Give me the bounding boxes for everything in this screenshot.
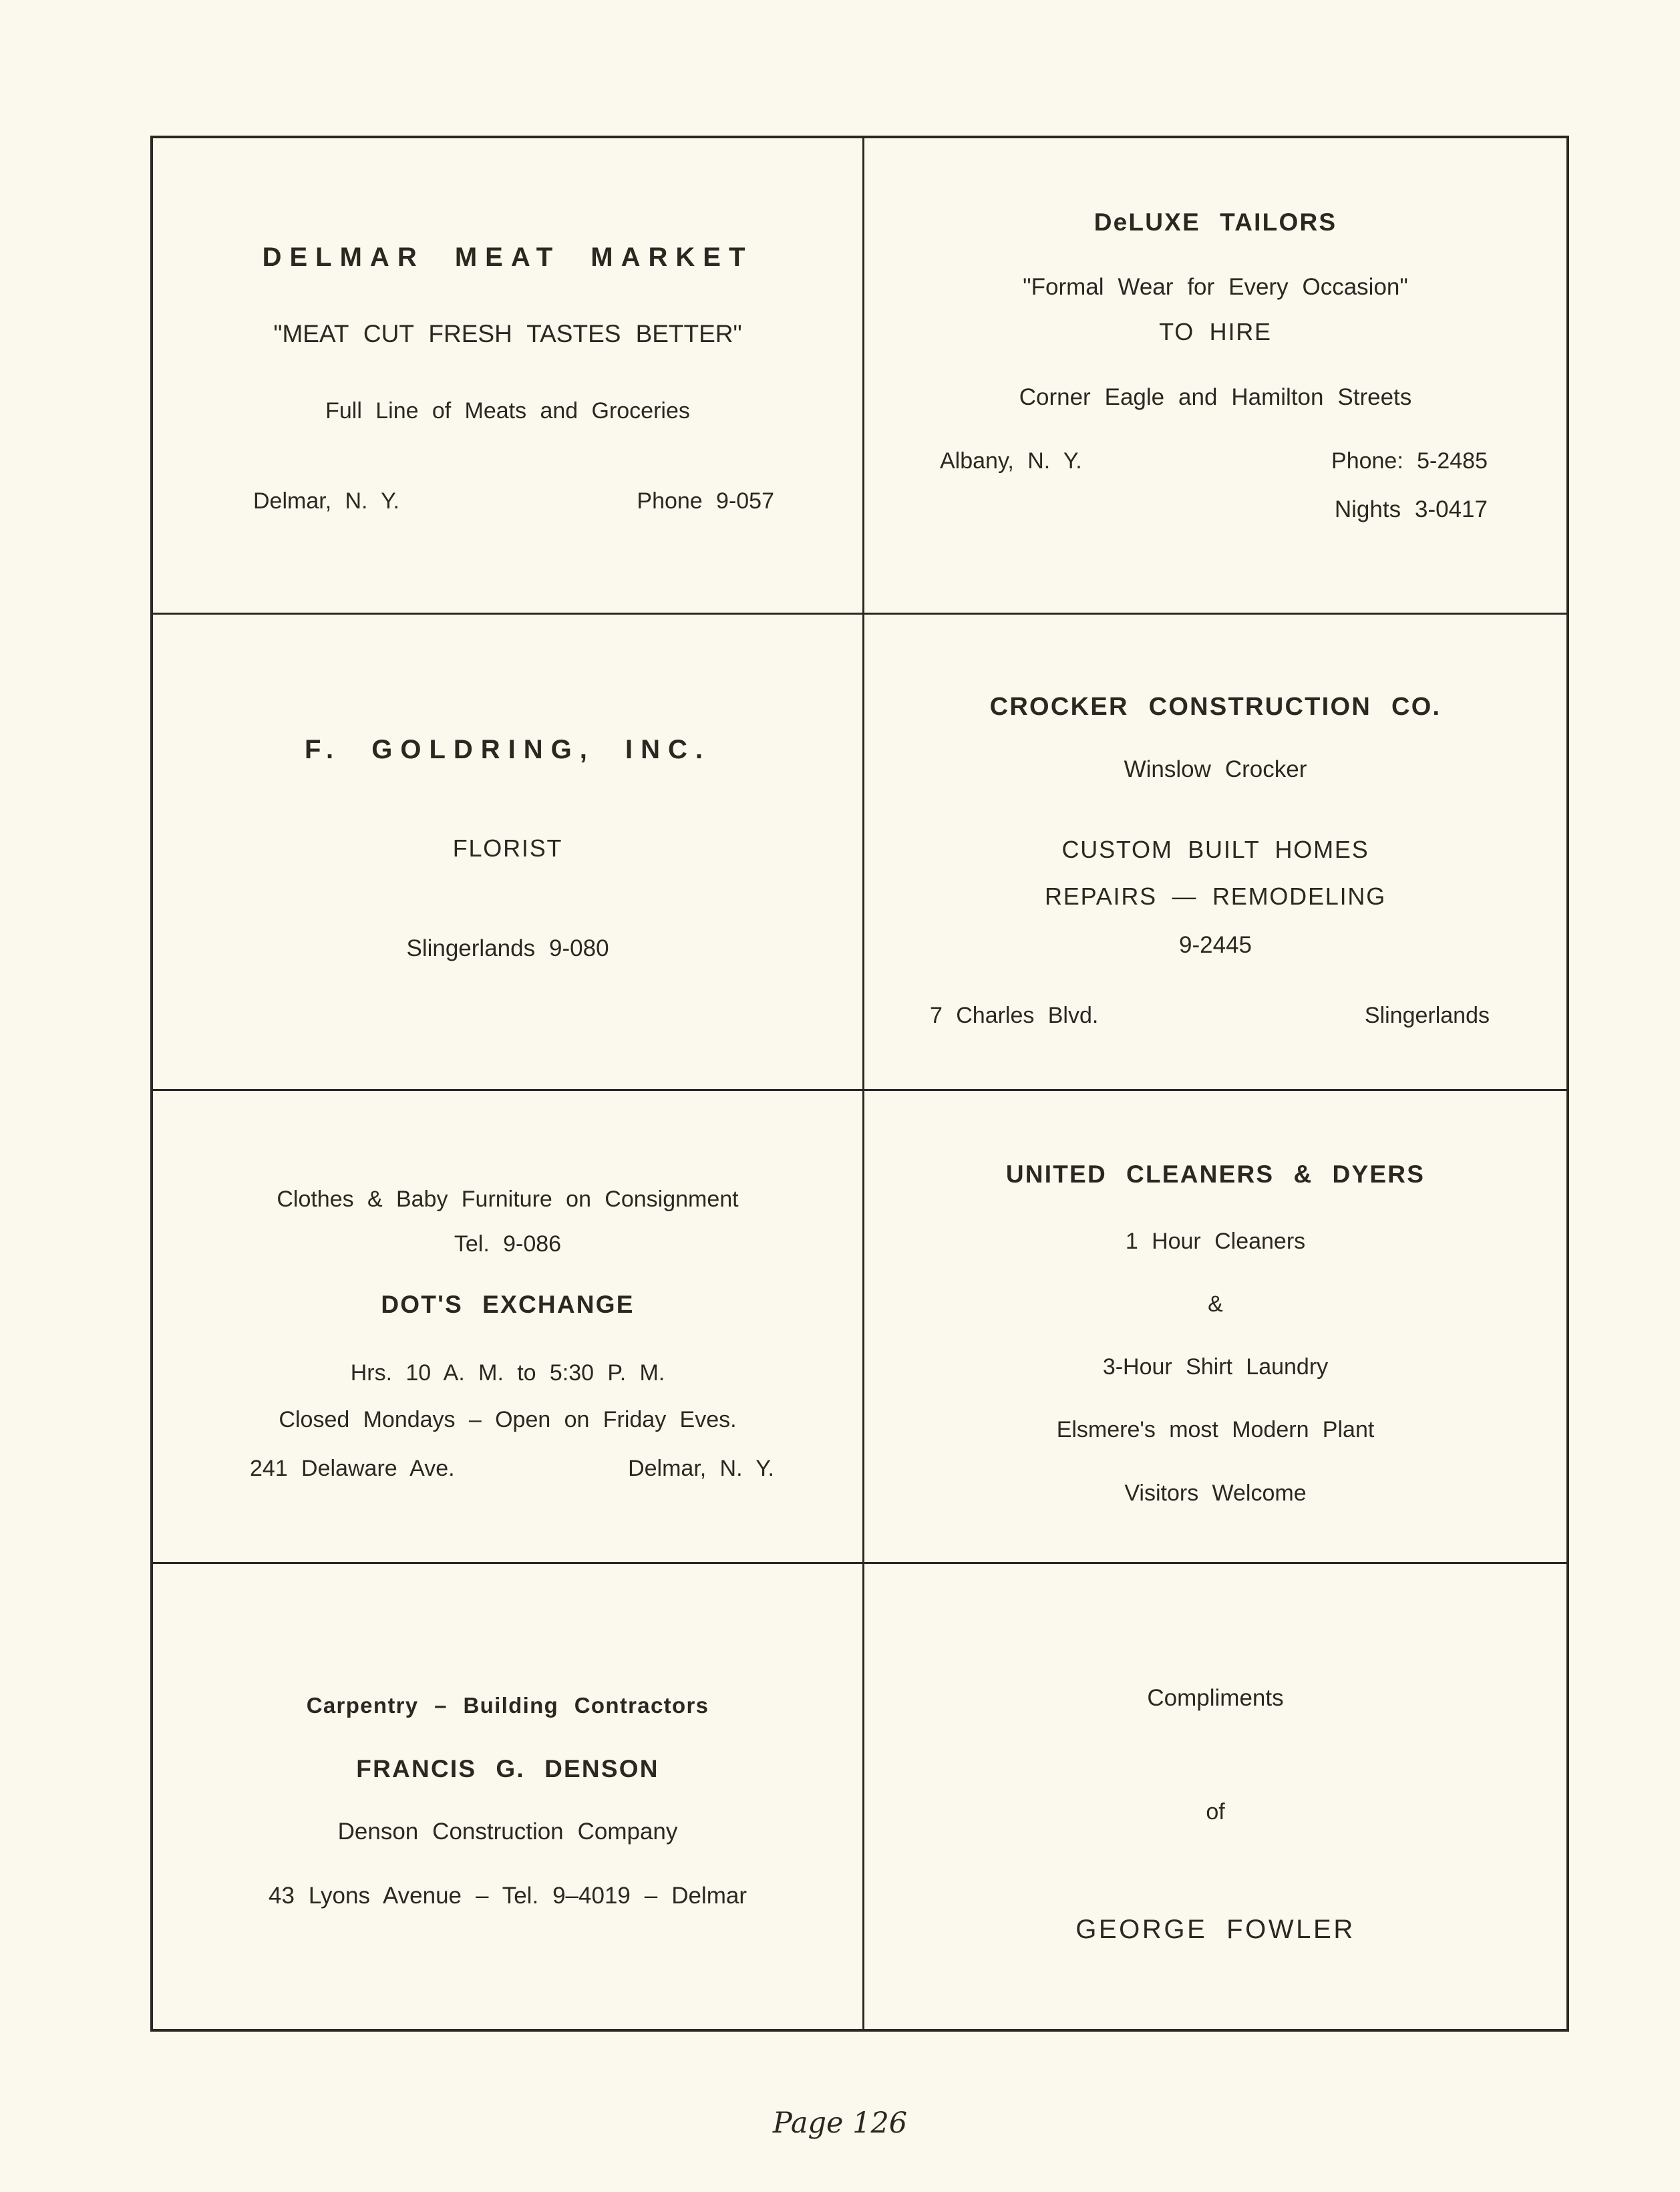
ad-george-fowler [864, 138, 1566, 2029]
ad-tel: Tel. 9-086 [454, 1231, 562, 1257]
ad-tagline: "Formal Wear for Every Occasion" [1023, 274, 1408, 300]
ad-of: of [1206, 1799, 1225, 1825]
ad-subtitle: FLORIST [452, 834, 563, 862]
ad-service-line: REPAIRS — REMODELING [1044, 883, 1386, 910]
ad-address: 241 Delaware Ave. [250, 1456, 455, 1481]
ad-schedule: Closed Mondays – Open on Friday Eves. [279, 1407, 737, 1432]
ad-line: Visitors Welcome [1124, 1480, 1307, 1506]
ad-address: 7 Charles Blvd. [930, 1003, 1099, 1028]
ad-city: Delmar, N. Y. [628, 1456, 774, 1481]
ad-title: F. GOLDRING, INC. [305, 735, 711, 764]
ad-title: DeLUXE TAILORS [1094, 208, 1337, 236]
ad-owner: Winslow Crocker [1124, 756, 1307, 782]
ad-title: CROCKER CONSTRUCTION CO. [989, 693, 1442, 721]
ad-trade-line: Carpentry – Building Contractors [306, 1693, 709, 1718]
ad-phone: Slingerlands 9-080 [406, 935, 609, 961]
ad-address: Corner Eagle and Hamilton Streets [1019, 384, 1412, 410]
ad-phone: 9-2445 [1179, 932, 1252, 958]
ad-denson-construction [153, 138, 862, 2029]
ad-sponsor-name: GEORGE FOWLER [1075, 1915, 1355, 1944]
ad-hours: Hrs. 10 A. M. to 5:30 P. M. [350, 1360, 665, 1386]
ad-line: Elsmere's most Modern Plant [1056, 1417, 1375, 1442]
ad-city: Delmar, N. Y. [253, 488, 399, 514]
ad-phone: Phone 9-057 [637, 488, 774, 514]
ad-line: Clothes & Baby Furniture on Consignment [277, 1187, 739, 1212]
ad-compliments: Compliments [1147, 1685, 1284, 1711]
ad-phone: Phone: 5-2485 [1331, 448, 1488, 474]
ad-title: UNITED CLEANERS & DYERS [1005, 1160, 1425, 1188]
page-number: Page 126 [772, 2106, 908, 2140]
ad-city: Slingerlands [1364, 1003, 1490, 1028]
ad-service-line: CUSTOM BUILT HOMES [1061, 836, 1369, 863]
ad-line: 3-Hour Shirt Laundry [1102, 1354, 1329, 1380]
ad-line: 1 Hour Cleaners [1125, 1229, 1306, 1254]
ad-ampersand: & [1208, 1291, 1223, 1317]
ad-tagline: "MEAT CUT FRESH TASTES BETTER" [273, 320, 742, 347]
ad-hire-line: TO HIRE [1159, 318, 1272, 345]
ad-grid [150, 136, 1569, 2032]
ad-address: 43 Lyons Avenue – Tel. 9–4019 – Delmar [269, 1883, 747, 1909]
ad-title: DELMAR MEAT MARKET [262, 243, 753, 272]
ad-company: Denson Construction Company [337, 1819, 678, 1845]
ad-city: Albany, N. Y. [940, 448, 1082, 474]
ad-nights-phone: Nights 3-0417 [1334, 496, 1488, 522]
ad-title: DOT'S EXCHANGE [381, 1291, 635, 1318]
ad-title: FRANCIS G. DENSON [356, 1755, 659, 1782]
ad-line: Full Line of Meats and Groceries [325, 398, 690, 424]
